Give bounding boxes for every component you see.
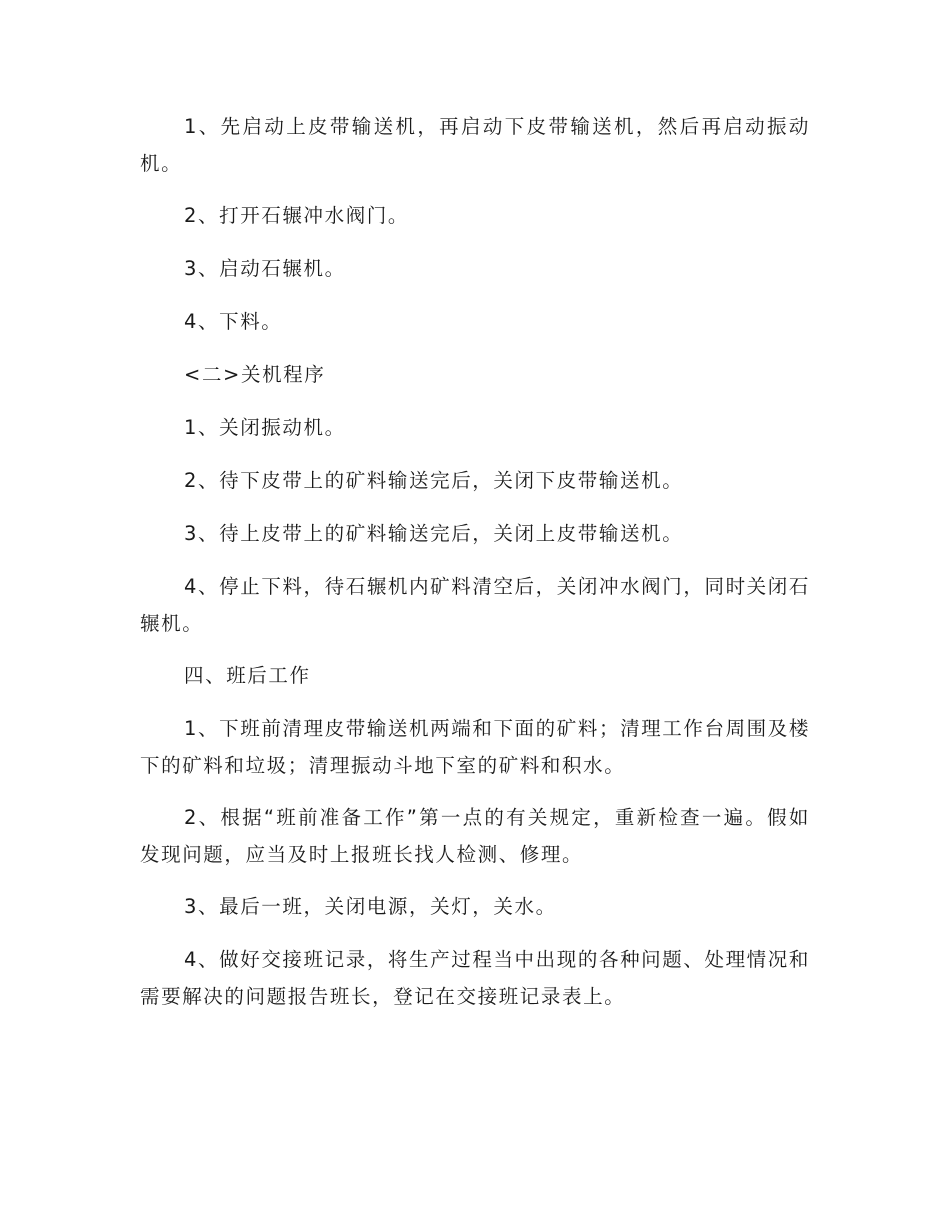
paragraph-startup-step-1: 1、先启动上皮带输送机，再启动下皮带输送机，然后再启动振动机。: [140, 115, 810, 175]
paragraph-shutdown-step-1: 1、关闭振动机。: [184, 416, 346, 439]
paragraph-startup-step-2: 2、打开石辗冲水阀门。: [184, 204, 410, 227]
document-body: [140, 108, 810, 1030]
paragraph-after-shift-step-3: 3、最后一班，关闭电源，关灯，关水。: [184, 895, 557, 918]
section-heading-after-shift: 四、班后工作: [184, 664, 311, 687]
paragraph-after-shift-step-4: 4、做好交接班记录，将生产过程当中出现的各种问题、处理情况和需要解决的问题报告班长，登记在交接班记录表上。: [140, 948, 810, 1008]
paragraph-shutdown-step-4: 4、停止下料，待石辗机内矿料清空后，关闭冲水阀门，同时关闭石辗机。: [140, 575, 810, 635]
section-heading-shutdown: <二>关机程序: [184, 363, 326, 386]
paragraph-startup-step-4: 4、下料。: [184, 310, 283, 333]
paragraph-after-shift-step-2: 2、根据“班前准备工作”第一点的有关规定，重新检查一遍。假如发现问题，应当及时上报班长找人检测、修理。: [140, 806, 810, 866]
paragraph-shutdown-step-2: 2、待下皮带上的矿料输送完后，关闭下皮带输送机。: [184, 469, 684, 492]
paragraph-shutdown-step-3: 3、待上皮带上的矿料输送完后，关闭上皮带输送机。: [184, 522, 684, 545]
paragraph-startup-step-3: 3、启动石辗机。: [184, 257, 346, 280]
paragraph-after-shift-step-1: 1、下班前清理皮带输送机两端和下面的矿料；清理工作台周围及楼下的矿料和垃圾；清理振动斗地下室的矿料和积水。: [140, 717, 810, 777]
